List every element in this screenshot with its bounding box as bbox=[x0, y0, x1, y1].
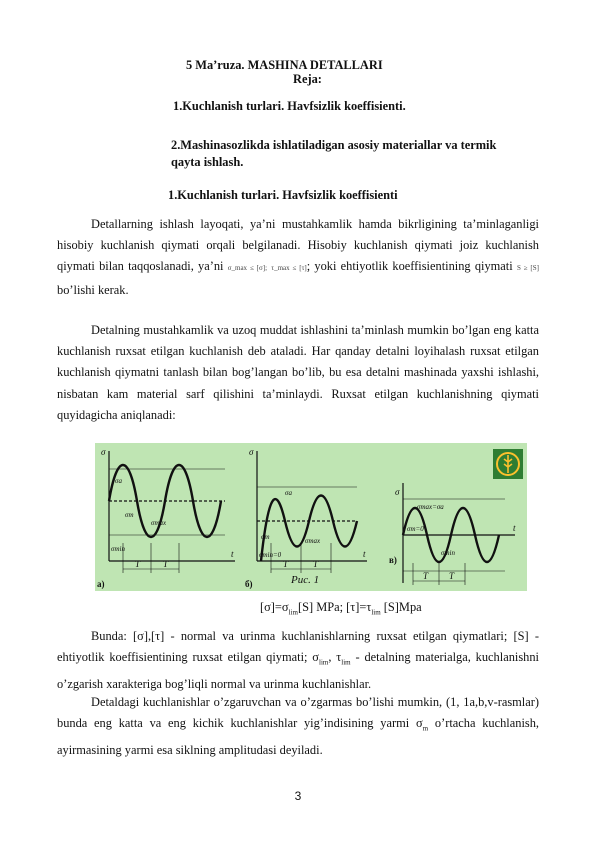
formula-part-2: [S] MPa; [τ]=τ bbox=[297, 600, 372, 614]
formula-sub-2: lim bbox=[371, 608, 381, 617]
panel-a-label: а) bbox=[97, 579, 105, 589]
paragraph-3-sub-2: lim bbox=[341, 658, 351, 667]
panel-a-period-2: T bbox=[163, 559, 169, 569]
panel-a-period-1: T bbox=[135, 559, 141, 569]
panel-b-period-1: T bbox=[283, 559, 289, 569]
panel-c-sigma-min-label: σmin bbox=[441, 549, 455, 557]
panel-b-label: б) bbox=[245, 579, 253, 589]
paragraph-1 bbox=[57, 214, 539, 301]
paragraph-4 bbox=[57, 692, 539, 761]
stress-cycle-figure bbox=[95, 443, 527, 591]
paragraph-4-text-1: Detaldagi kuchlanishlar o’zgaruvchan va o’zgarmas bo’lishi mumkin, (1, 1a,b,v-rasmlar) bunda eng katta va eng kichik kuchlanishlar yig’indisining yarmi σ bbox=[57, 695, 539, 731]
paragraph-4-sub-1: m bbox=[422, 724, 429, 733]
paragraph-3-text-1: Bunda: [σ],[τ] - normal va urinma kuchlanishlarning ruxsat etilgan qiymatlari; [S] - ehtiyotlik koeffisientining ruxsat etilgan qiymati; σ bbox=[57, 629, 539, 665]
paragraph-1-text-c: bo’lishi kerak. bbox=[57, 282, 129, 297]
plan-item-2-line-1: 2.Mashinasozlikda ishlatiladigan asosiy materiallar va termik bbox=[171, 138, 497, 152]
panel-a-sigma-min-label: σmin bbox=[111, 545, 125, 553]
panel-b-sigma-a-label: σa bbox=[285, 489, 292, 497]
lecture-title: 5 Ma’ruza. MASHINA DETALLARI bbox=[186, 58, 383, 72]
formula-safety-factor: S ≥ [S] bbox=[516, 264, 539, 273]
paragraph-4-text-2: o’rtacha kuchlanish, ayirmasining yarmi esa siklning amplitudasi deyiladi. bbox=[57, 716, 540, 757]
plan-item-2-line-2: qayta ishlash. bbox=[171, 155, 244, 169]
page-number: 3 bbox=[294, 789, 302, 803]
panel-b-sigma-max-label: σmax bbox=[305, 537, 321, 545]
panel-b-period-2: T bbox=[313, 559, 319, 569]
formula-sigma-max: σ_max ≤ [σ]; bbox=[227, 264, 268, 273]
panel-c-period-1: T bbox=[423, 571, 429, 581]
formula-sub-1: lim bbox=[288, 608, 298, 617]
plan-item-1: 1.Kuchlanish turlari. Havfsizlik koeffisienti. bbox=[173, 99, 406, 113]
figure-caption: Рис. 1 bbox=[291, 574, 320, 586]
formula-part-1: [σ]=σ bbox=[260, 600, 289, 614]
paragraph-3-sub-1: lim bbox=[319, 658, 329, 667]
formula-part-3: [S]Mpa bbox=[380, 600, 422, 614]
panel-a-sigma-m-label: σm bbox=[125, 511, 134, 519]
emblem-icon bbox=[493, 449, 523, 479]
panel-c-label: в) bbox=[389, 555, 397, 565]
panel-c-sigma-m-zero-label: σm=0 bbox=[407, 525, 424, 533]
panel-b-axis-sigma-label: σ bbox=[249, 447, 254, 457]
paragraph-3-text-3: - detalning materialga, kuchlanishni o’zgarish xarakteriga bog’liqli normal va urinma kuchlanishlar. bbox=[57, 650, 539, 691]
panel-a-sigma-a-label: σa bbox=[115, 477, 122, 485]
stress-cycle-diagram bbox=[95, 443, 527, 591]
allowable-stress-formula bbox=[260, 600, 422, 616]
plan-heading: Reja: bbox=[293, 72, 322, 86]
paragraph-1-text-a: Detallarning ishlash layoqati, ya’ni mustahkamlik hamda bikrligining ta’minlaganligi hisobiy kuchlanish qiymati orqali belgilanadi. Hisobiy kuchlanish qiymati joiz kuchlanish qiymati bilan taqqoslanadi, ya’ni bbox=[57, 217, 539, 274]
panel-c-axis-t-label: t bbox=[513, 523, 516, 533]
paragraph-3-text-2: , τ bbox=[328, 650, 342, 665]
panel-b-axis-t-label: t bbox=[363, 549, 366, 559]
paragraph-1-text-b: ; yoki ehtiyotlik koeffisientining qiymati bbox=[306, 259, 513, 274]
panel-c-sigma-max-label: σmax=σa bbox=[417, 503, 444, 511]
panel-a-sigma-max-label: σmax bbox=[151, 519, 167, 527]
panel-a-axis-t-label: t bbox=[231, 549, 234, 559]
panel-b-sigma-min-zero-label: σmin=0 bbox=[259, 551, 282, 559]
panel-c-axis-sigma-label: σ bbox=[395, 487, 400, 497]
paragraph-2: Detalning mustahkamlik va uzoq muddat ishlashini ta’minlash mumkin bo’lgan eng katta kuchlanish ruxsat etilgan kuchlanish deb ataladi. Har qanday detalni loyihalash ruxsat etilgan kuchlanish qiymatni tanlash bilan bog’langan bo’lib, bu esa detalni mashinada yaxshi ishlashi, nisbatan kam material sarf qilishini ta’minlaydi. Ruxsat etilgan kuchlanishning qiymati quyidagicha aniqlanadi: bbox=[57, 323, 539, 422]
paragraph-3 bbox=[57, 626, 539, 695]
panel-b-sigma-m-label: σm bbox=[261, 533, 270, 541]
panel-a-axis-sigma-label: σ bbox=[101, 447, 106, 457]
panel-c-period-2: T bbox=[449, 571, 455, 581]
formula-tau-max: τ_max ≤ [τ] bbox=[271, 264, 307, 273]
section-title: 1.Kuchlanish turlari. Havfsizlik koeffisienti bbox=[168, 188, 398, 202]
